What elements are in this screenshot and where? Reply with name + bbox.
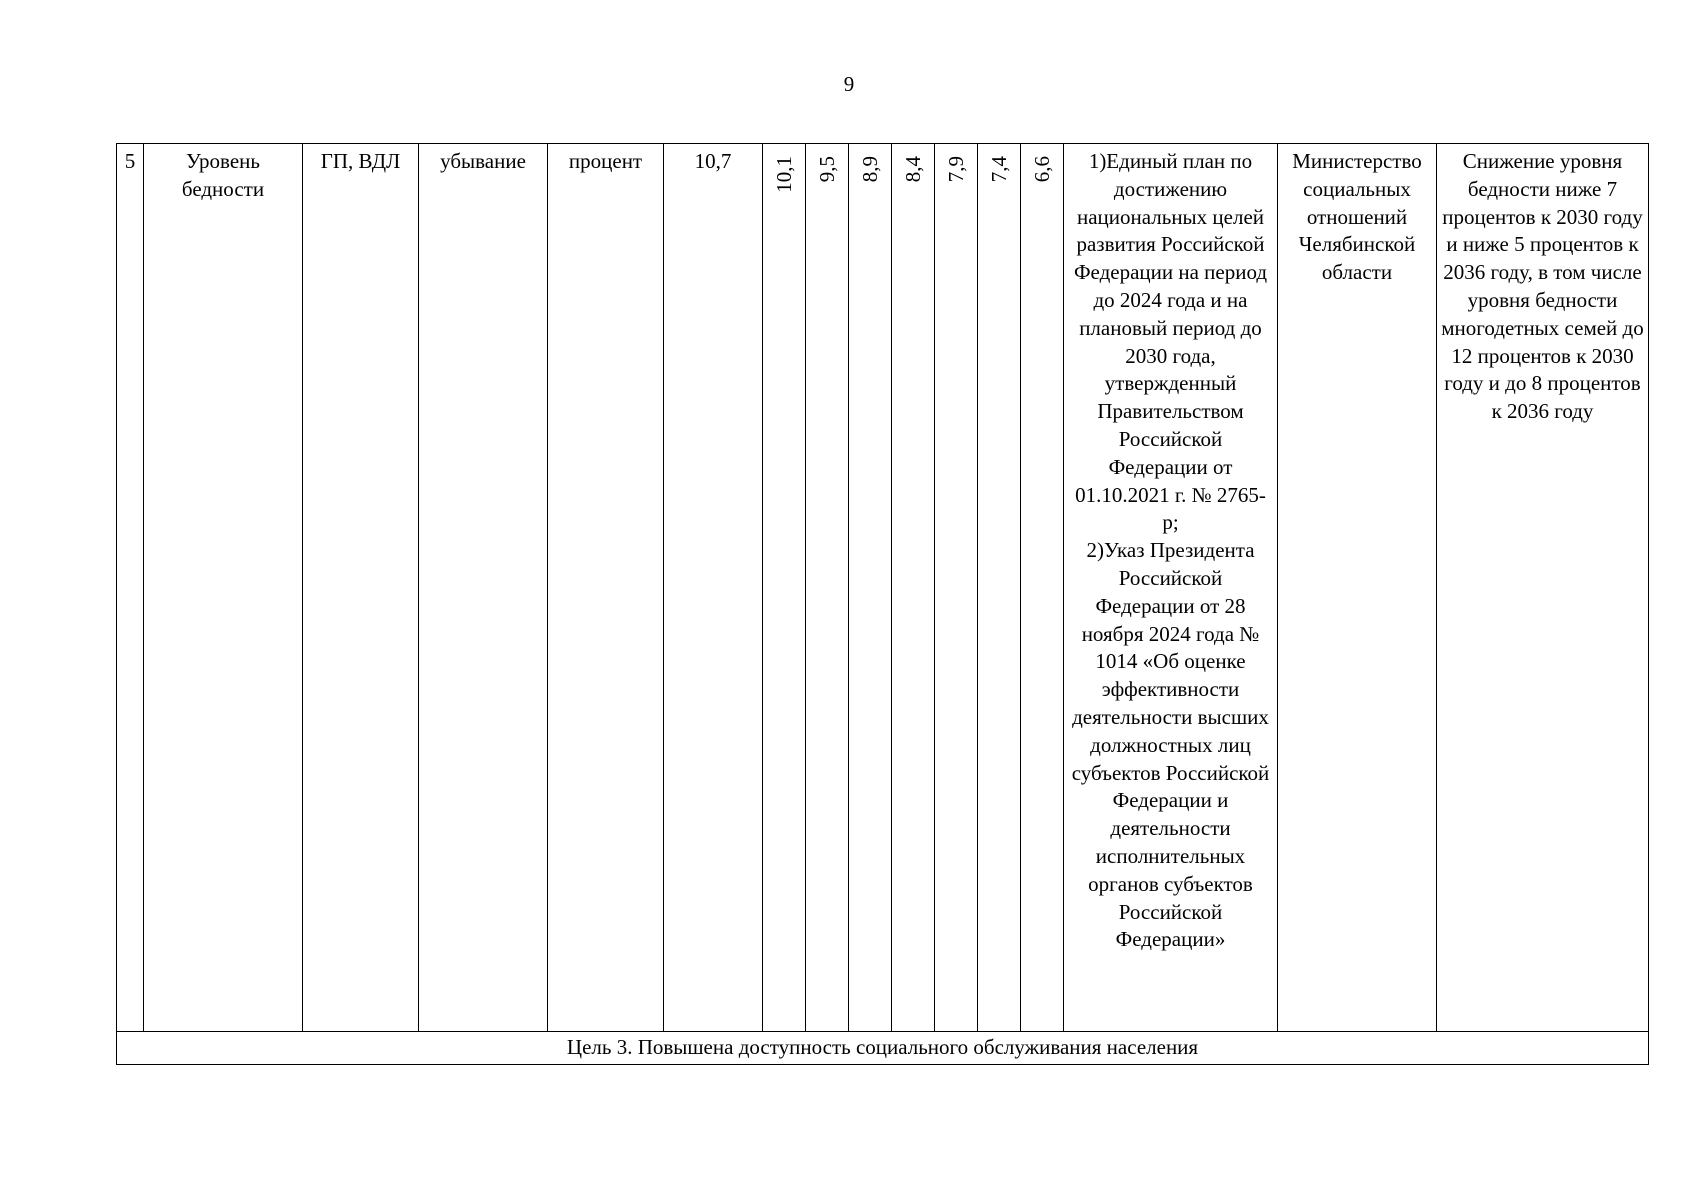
basis-document: 1)Единый план по достижению национальных целей развития Российской Федерации на период до 2024 года и на плановый период до 2030 года, утвержденный Правительством Российской Федерации от 01.10.2021 г. № 2765-р; 2)Указ Президента Российской Федерации от 28 ноября 2024 года № 1014 «Об оценке эффективности деятельности высших должностных лиц субъектов Российской Федерации и деятельности исполнительных органов субъектов Российской Федерации» — [1064, 144, 1278, 1032]
page-number: 9 — [843, 72, 855, 96]
year-value-cell — [978, 144, 1021, 1032]
national-goal-link: Снижение уровня бедности ниже 7 процентов к 2030 году и ниже 5 процентов к 2036 году, в том числе уровня бедности многодетных семей до 12 процентов к 2030 году и до 8 процентов к 2036 году — [1437, 144, 1649, 1032]
year-value: 10,1 — [771, 156, 796, 193]
year-value: 7,9 — [943, 156, 968, 183]
year-value: 6,6 — [1029, 156, 1054, 183]
indicator-name: Уровень бедности — [144, 144, 303, 1032]
year-value: 9,5 — [814, 156, 839, 183]
indicator-trend: убывание — [419, 144, 548, 1032]
indicator-level: ГП, ВДЛ — [303, 144, 419, 1032]
year-value-cell — [892, 144, 935, 1032]
goal-heading: Цель 3. Повышена доступность социального обслуживания населения — [117, 1032, 1649, 1065]
goal-row — [117, 1032, 1649, 1065]
year-value: 7,4 — [986, 156, 1011, 183]
base-value: 10,7 — [664, 144, 763, 1032]
year-value-cell — [849, 144, 892, 1032]
year-value-cell — [806, 144, 849, 1032]
responsible-body: Министерство социальных отношений Челябинской области — [1278, 144, 1437, 1032]
year-value: 8,4 — [900, 156, 925, 183]
year-value-cell — [1021, 144, 1064, 1032]
indicators-table — [116, 143, 1649, 1065]
year-value-cell — [935, 144, 978, 1032]
year-value: 8,9 — [857, 156, 882, 183]
year-value-cell — [763, 144, 806, 1032]
row-number: 5 — [117, 144, 144, 1032]
indicator-unit: процент — [548, 144, 664, 1032]
table-row — [117, 144, 1649, 1032]
